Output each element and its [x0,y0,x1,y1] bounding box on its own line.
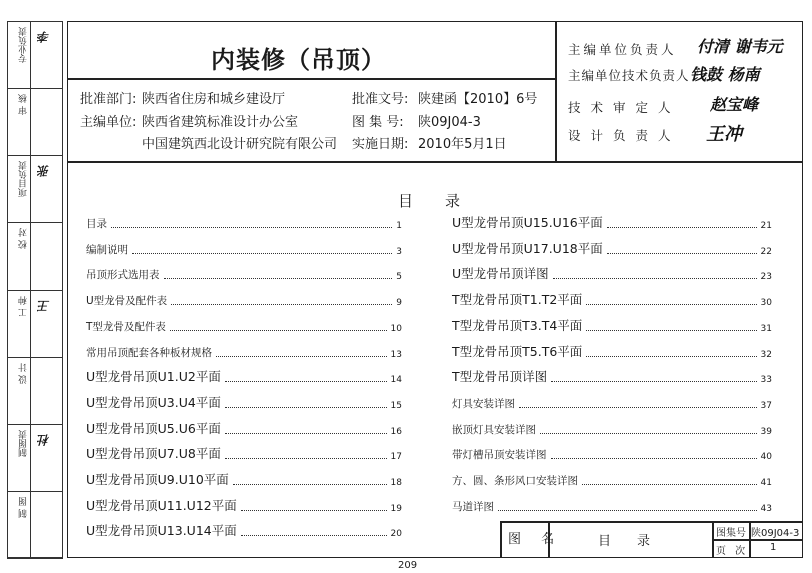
page-title: 内装修（吊顶） [211,46,386,74]
toc-entry-title: U型龙骨吊顶U9.U10平面 [86,472,229,487]
side-signoff-signature: 张 [37,165,51,178]
toc-entry-title: T型龙骨吊顶详图 [452,369,548,385]
toc-entry [86,446,402,462]
toc-leader-dots [586,304,756,305]
toc-entry-title: U型龙骨吊顶U17.U18平面 [452,240,603,256]
toc-leader-dots [216,356,387,357]
toc-entry-page: 10 [390,323,402,334]
toc-entry-title: T型龙骨吊顶T3.T4平面 [452,317,583,333]
toc-entry-title: U型龙骨吊顶U15.U16平面 [452,215,603,230]
title-block-left-rule [500,521,502,558]
toc-entry-page: 21 [760,221,772,231]
toc-entry [452,446,772,462]
signer-role-tech-chief: 主编单位技术负责人 [568,68,690,83]
toc-entry [452,215,772,231]
toc-entry-title: U型龙骨吊顶详图 [452,266,549,282]
toc-entry [86,318,402,334]
toc-entry [86,395,402,411]
toc-leader-dots [225,433,387,434]
toc-entry [86,344,402,360]
signer-role-chief: 主编单位负责人 [568,42,677,57]
editor-unit-2: 中国建筑西北设计研究院有限公司 [142,137,338,152]
toc-leader-dots [225,458,387,459]
toc-entry-page: 30 [760,298,772,309]
toc-leader-dots [164,278,393,279]
toc-entry-title: T型龙骨及配件表 [86,320,166,333]
toc-entry-page: 41 [760,478,772,488]
side-signoff-signature: 李 [37,31,51,43]
toc-title-left: 目 [398,192,414,210]
toc-entry-title: 马道详图 [452,500,494,513]
toc-entry [452,472,772,488]
toc-entry-title: 灯具安装详图 [452,397,515,410]
toc-entry [452,318,772,334]
page-number: 209 [398,560,418,571]
side-strip-divider [30,21,31,558]
toc-leader-dots [519,407,757,408]
side-signoff-signature: 杜 [37,433,51,446]
toc-entry [452,344,772,360]
toc-entry [86,523,402,539]
toc-leader-dots [540,433,757,434]
toc-entry-page: 14 [390,375,402,386]
side-signoff-label: 制图责 [19,429,29,457]
title-underline [67,78,555,80]
toc-leader-dots [607,227,757,228]
toc-entry-page: 1 [396,221,402,231]
atlas-no: 陕09J04-3 [418,115,481,130]
signer-signature-tech-chief: 钱鼓 杨南 [690,65,760,84]
toc-leader-dots [132,253,392,254]
toc-entry-page: 15 [390,400,402,411]
signer-role-reviewer: 技术审定人 [568,100,681,115]
toc-leader-dots [225,407,387,408]
toc-entry [86,472,402,488]
toc-leader-dots [241,535,387,536]
toc-entry-title: 方、圆、条形风口安装详图 [452,475,578,487]
title-block-mid-rule [712,539,803,541]
toc-entry-page: 5 [396,272,402,283]
toc-entry [86,241,402,257]
toc-leader-dots [241,510,387,511]
toc-entry [86,215,402,231]
drawing-name-label: 图 名 [508,532,563,547]
toc-leader-dots [171,304,392,305]
toc-entry-title: U型龙骨及配件表 [86,295,168,308]
toc-entry [452,498,772,514]
toc-title-right: 录 [445,192,461,210]
toc-leader-dots [111,227,392,228]
toc-entry [86,498,402,514]
toc-entry-page: 40 [760,452,772,463]
approve-doc-label: 批准文号: [352,92,409,107]
toc-leader-dots [551,458,757,459]
toc-entry-title: 编制说明 [86,243,128,256]
side-signoff-label: 校 对 [19,228,29,250]
side-signoff-label: 项目负责 [19,161,29,198]
toc-leader-dots [553,278,757,279]
toc-leader-dots [607,253,757,254]
toc-leader-dots [586,356,756,357]
side-signoff-label: 专业负责 [19,27,29,63]
side-signoff-label: 审 核 [19,94,29,115]
toc-entry-page: 13 [390,349,402,360]
toc-entry-title: U型龙骨吊顶U11.U12平面 [86,497,237,513]
approve-doc: 陕建函【2010】6号 [418,92,538,107]
approve-dept-label: 批准部门: [80,92,137,107]
toc-leader-dots [233,484,387,485]
toc-entry [86,421,402,437]
side-signoff-label: 制 图 [19,496,29,518]
editor-unit-1: 陕西省建筑标准设计办公室 [142,115,299,130]
title-block-page: 1 [770,542,777,553]
side-signoff-label: 设 计 [19,362,29,384]
approve-dept: 陕西省住房和城乡建设厅 [142,92,286,107]
toc-leader-dots [582,484,757,485]
toc-entry [452,421,772,437]
toc-entry-title: U型龙骨吊顶U3.U4平面 [86,394,221,410]
toc-entry [452,395,772,411]
toc-entry-title: T型龙骨吊顶T1.T2平面 [452,292,583,308]
toc-entry-title: U型龙骨吊顶U7.U8平面 [86,446,221,462]
atlas-no-label: 图 集 号: [352,115,404,130]
toc-entry-page: 9 [396,298,402,309]
toc-entry-page: 19 [390,503,402,514]
toc-entry-title: U型龙骨吊顶U13.U14平面 [86,523,237,539]
toc-entry-page: 3 [396,246,402,257]
toc-entry [452,292,772,308]
title-block-atlas-no: 陕09J04-3 [751,528,800,539]
toc-entry-page: 22 [760,246,772,257]
toc-entry-page: 18 [390,478,402,488]
toc-entry-page: 16 [390,426,402,437]
toc-entry-title: T型龙骨吊顶T5.T6平面 [452,343,583,359]
editor-unit-label: 主编单位: [80,115,137,130]
title-block-top-rule [500,521,803,523]
toc-entry-page: 43 [760,503,772,514]
signer-signature-chief: 付清 谢韦元 [697,37,783,56]
drawing-name: 目 录 [598,534,651,549]
toc-leader-dots [586,330,756,331]
impl-date-label: 实施日期: [352,137,409,152]
toc-entry [452,266,772,282]
toc-leader-dots [551,381,756,382]
side-signoff-signature: 王 [37,299,51,312]
side-signoff-label: 工 种 [19,295,29,317]
toc-entry-title: 嵌顶灯具安装详图 [452,423,536,436]
toc-entry-title: 目录 [86,218,107,230]
toc-entry-page: 31 [760,323,772,334]
toc-entry-page: 23 [760,272,772,283]
toc-entry-title: U型龙骨吊顶U1.U2平面 [86,369,221,385]
header-divider [555,21,557,162]
title-block-info-rule [712,521,714,558]
toc-entry-page: 32 [760,349,772,360]
toc-entry [452,369,772,385]
toc-leader-dots [498,510,757,511]
toc-entry-page: 39 [760,426,772,437]
toc-entry [86,266,402,282]
signer-signature-design: 王冲 [706,124,742,145]
header-bottom-rule [67,161,803,163]
toc-entry [452,241,772,257]
toc-entry-title: U型龙骨吊顶U5.U6平面 [86,420,221,436]
toc-entry-title: 常用吊顶配套各种板材规格 [86,346,212,359]
title-block-atlas-label: 图集号 [716,528,746,539]
toc-leader-dots [170,330,387,331]
title-block-page-label: 页 次 [716,546,749,557]
toc-entry-page: 33 [760,375,772,386]
toc-entry-page: 37 [760,400,772,411]
side-strip-border [7,21,63,558]
toc-entry [86,369,402,385]
toc-entry-title: 吊顶形式选用表 [86,269,160,282]
toc-entry-page: 20 [390,529,402,540]
toc-leader-dots [225,381,387,382]
signer-role-design: 设计负责人 [568,128,681,143]
toc-entry-page: 17 [390,452,402,463]
toc-entry-title: 带灯槽吊顶安装详图 [452,449,547,462]
impl-date: 2010年5月1日 [418,137,507,152]
toc-entry [86,292,402,308]
signer-signature-reviewer: 赵宝峰 [710,95,759,114]
